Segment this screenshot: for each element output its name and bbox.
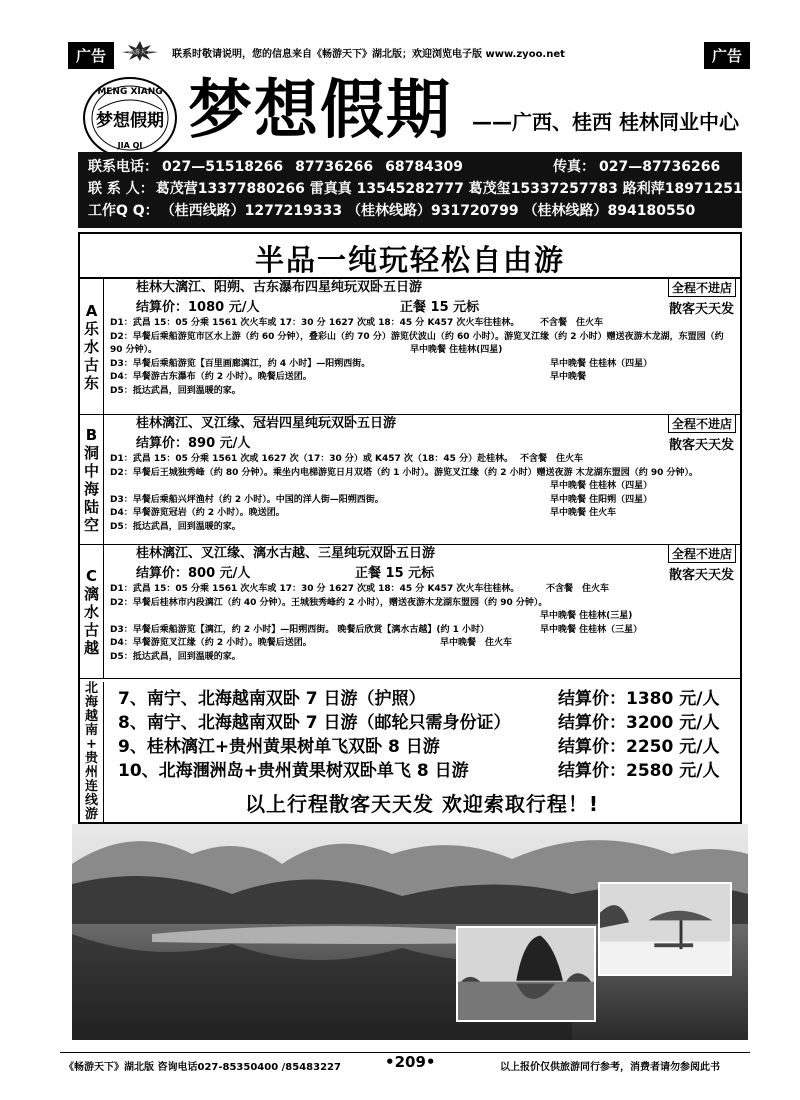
- magazine-logo-text: 畅游天下: [127, 49, 153, 56]
- tour-title: 桂林大漓江、阳朔、古东瀑布四星纯玩双卧五日游: [136, 280, 423, 295]
- extended-item-title: 8、南宁、北海越南双卧 7 日游（邮轮只需身份证）: [118, 713, 511, 733]
- tour-section-c: [80, 545, 740, 679]
- day-item: D2：早餐后桂林市内段漓江（约 40 分钟）。王城独秀峰约 2 小时），赠送夜游木龙湖东盟园（约 90 分钟）。 早中晚餐 住桂林(三星): [110, 597, 633, 621]
- phone-number: 68784309: [385, 159, 464, 175]
- day-item: D1：武昌 15：05 分乘 1561 次火车或 17：30 分 1627 次或 18：45 分 K457 次火车往桂林。 不含餐 住火车: [110, 584, 610, 594]
- day-item: D3：早餐后乘船游览【百里画廊漓江，约 4 小时】—阳朔西街。 早中晚餐 住桂林（四星）: [110, 358, 653, 369]
- day-item: D5：抵达武昌，回到温暖的家。: [110, 385, 241, 396]
- day-item: D1：武昌 15：05 分乘 1561 次或 1627 次（17：30 分）或 K457 次（18：45 分）赴桂林。 不含餐 住火车: [110, 454, 584, 464]
- section-label: B 洞 中 海 陆 空: [80, 415, 104, 544]
- tour-price: 结算价：890 元/人: [136, 436, 251, 451]
- qq-row: [88, 200, 732, 222]
- extended-item-title: 7、南宁、北海越南双卧 7 日游（护照）: [118, 689, 426, 709]
- day-item: D3：早餐后乘船游览【漓江，约 2 小时】—阳朔西街。 晚餐后欣赏【漓水古越】(约 1 小时） 早中晚餐 住桂林（三星）: [110, 624, 643, 635]
- day-item: D4：早餐游览叉江缘（约 2 小时）。晚餐后送团。 早中晚餐 住火车: [110, 638, 513, 648]
- contacts-list: 葛茂营13377880266 雷真真 13545282777 葛茂玺15337257783 路利萍18971251563: [155, 181, 772, 197]
- daily-departure: 散客天天发: [668, 438, 734, 453]
- qq-list: （桂西线路）1277219333 （桂林线路）931720799 （桂林线路）894180550: [160, 203, 696, 219]
- no-shop-badge: 全程不进店: [668, 414, 736, 433]
- section-label: C 漓 水 古 越: [80, 545, 104, 678]
- brand-subtitle: ——广西、桂西 桂林同业中心: [472, 110, 739, 134]
- fax-label: 传真：: [553, 159, 596, 175]
- daily-departure: 散客天天发: [668, 568, 734, 583]
- extended-label: 北 海 越 南 + 贵 州 连 线 游: [80, 682, 104, 822]
- qq-label: 工作Q Q：: [88, 203, 159, 219]
- fax-number: 027—87736266: [599, 159, 721, 175]
- footer-disclaimer: 以上报价仅供旅游同行参考，消费者请勿参阅此书: [500, 1062, 720, 1073]
- contact-block: [78, 152, 772, 228]
- headline: 半品一纯玩轻松自由游: [254, 243, 565, 277]
- phone-number: 027—51518266: [162, 159, 284, 175]
- no-shop-badge: 全程不进店: [668, 278, 736, 297]
- day-item: D4：早餐游古东瀑布（约 2 小时）。晚餐后送团。 早中晚餐: [110, 372, 587, 382]
- contacts-row: [88, 178, 772, 200]
- day-item: D3：早餐后乘船兴坪渔村（约 2 小时）。中国的洋人街—阳朔西街。 早中晚餐 住阳朔（四星）: [110, 494, 653, 505]
- meal-standard: 正餐 15 元标: [400, 300, 480, 315]
- day-item: D5：抵达武昌，回到温暖的家。: [110, 651, 241, 662]
- day-item: D2：早餐后王城独秀峰（约 80 分钟）。乘坐内电梯游览日月双塔（约 1 小时）。游览叉江缘（约 2 小时）赠送夜游 木龙湖东盟园（约 90 分钟）。 早中晚餐 住桂林（四星）: [110, 467, 699, 491]
- tour-section-a: [80, 279, 740, 415]
- extended-item-price: 结算价：1380 元/人: [558, 689, 720, 709]
- phone-number: 87736266: [295, 159, 374, 175]
- beach-umbrella-photo: [598, 882, 732, 976]
- tour-price: 结算价：800 元/人: [136, 566, 251, 581]
- top-notice: 联系时敬请说明，您的信息来自《畅游天下》湖北版；欢迎浏览电子版 www.zyoo.net: [172, 49, 565, 60]
- tour-section-b: [80, 415, 740, 545]
- ad-tag-left: 广告: [68, 42, 114, 69]
- magazine-logo-icon: [118, 40, 162, 62]
- phone-label: 联系电话：: [88, 159, 158, 175]
- logo-text-top: MENG XIANG: [97, 87, 163, 97]
- extended-item-title: 10、北海涠洲岛+贵州黄果树双卧单飞 8 日游: [118, 761, 469, 781]
- logo-text-main: 梦想假期: [96, 111, 164, 131]
- brand-title: 梦想假期: [188, 73, 452, 148]
- day-item: D2：早餐后乘船游览市区水上游（约 60 分钟），叠彩山（约 70 分）游览伏波山（约 60 小时）。游览叉江缘（约 2 小时）赠送夜游木龙湖，东盟园（约 90 分钟）。 早中晚餐 住桂林(四星): [110, 331, 724, 355]
- daily-departure: 散客天天发: [668, 302, 734, 317]
- extended-item-price: 结算价：3200 元/人: [558, 713, 720, 733]
- day-item: D4：早餐游览冠岩（约 2 小时）。晚送团。 早中晚餐 住火车: [110, 508, 617, 518]
- meal-standard: 正餐 15 元标: [355, 566, 435, 581]
- ad-tag-right: 广告: [704, 42, 750, 69]
- day-item: D1：武昌 15：05 分乘 1561 次火车或 17：30 分 1627 次或 18：45 分 K457 次火车往桂林。 不含餐 住火车: [110, 318, 604, 328]
- footer-contact: 《畅游天下》湖北版 咨询电话027-85350400 /85483227: [64, 1062, 341, 1073]
- phone-row: [88, 156, 732, 178]
- karst-island-photo: [456, 926, 596, 1022]
- tour-price: 结算价：1080 元/人: [136, 300, 260, 315]
- page-number: •209•: [385, 1053, 436, 1071]
- day-item: D5：抵达武昌，回到温暖的家。: [110, 521, 241, 532]
- tour-title: 桂林漓江、叉江缘、冠岩四星纯玩双卧五日游: [136, 416, 397, 431]
- section-label: A 乐 水 古 东: [80, 279, 104, 414]
- extended-item-title: 9、桂林漓江+贵州黄果树单飞双卧 8 日游: [118, 737, 440, 757]
- contacts-label: 联 系 人：: [88, 181, 154, 197]
- extended-item-price: 结算价：2250 元/人: [558, 737, 720, 757]
- tour-title: 桂林漓江、叉江缘、漓水古越、三星纯玩双卧五日游: [136, 546, 436, 561]
- logo-text-bottom: JIA QI: [117, 141, 143, 150]
- extended-footer: 以上行程散客天天发 欢迎索取行程！!: [244, 792, 600, 816]
- no-shop-badge: 全程不进店: [668, 544, 736, 563]
- extended-item-price: 结算价：2580 元/人: [558, 761, 720, 781]
